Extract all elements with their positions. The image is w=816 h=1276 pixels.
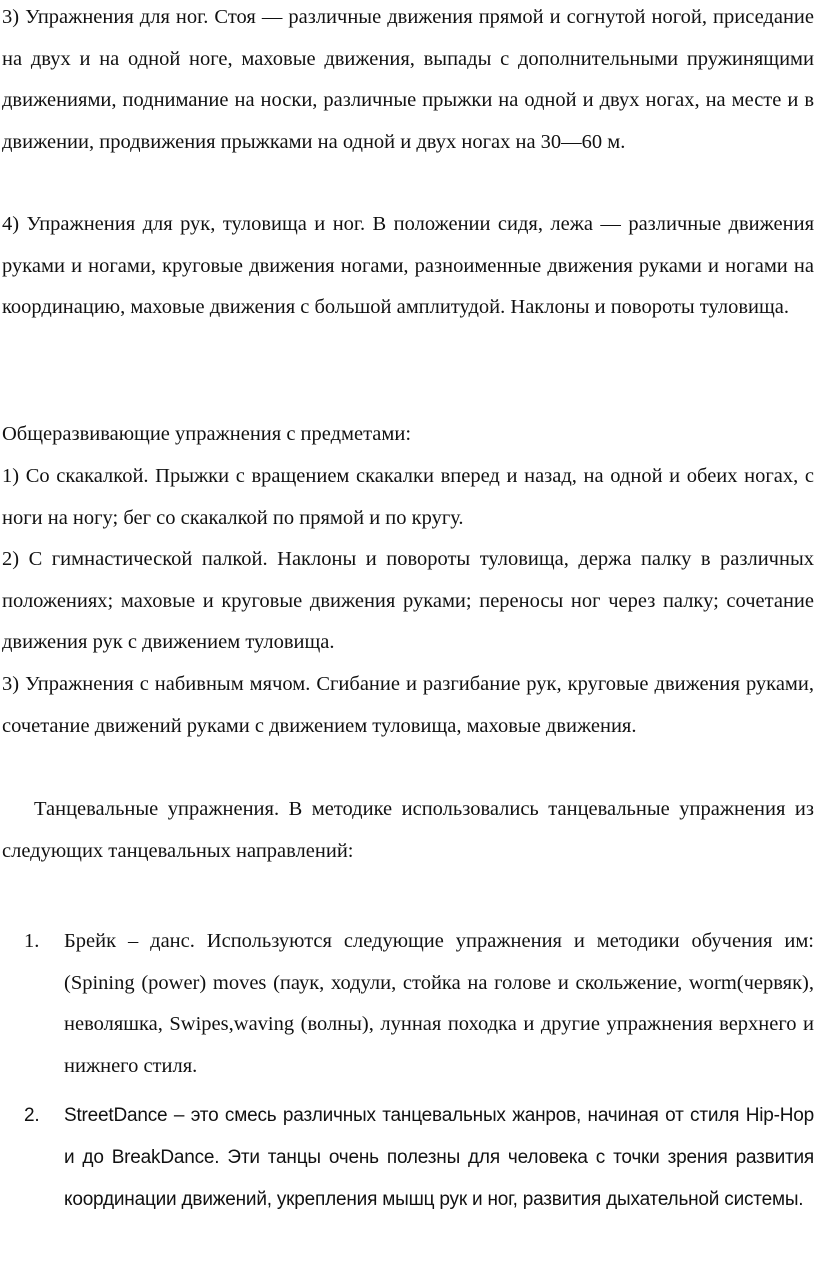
list-item-text: Брейк – данс. Используются следующие упражнения и методики обучения им: (Spining (power) moves (паук, ходули, стойка на голове и скольжение, worm(червяк), неволяшка, Swipes,waving (волны), лунная походка и другие упражнения верхнего и нижнего стиля. xyxy=(64,930,814,1077)
paragraph-jump-rope: 1) Со скакалкой. Прыжки с вращением скакалки вперед и назад, на одной и обеих ногах, с ноги на ногу; бег со скакалкой по прямой и по кругу. xyxy=(2,465,814,529)
paragraph-medicine-ball: 3) Упражнения с набивным мячом. Сгибание и разгибание рук, круговые движения руками, сочетание движений руками с движением туловища, маховые движения. xyxy=(2,673,814,737)
paragraph-objects-heading: Общеразвивающие упражнения с предметами: xyxy=(2,423,412,445)
paragraph-dance-exercises: Танцевальные упражнения. В методике использовались танцевальные упражнения из следующих танцевальных направлений: xyxy=(2,798,814,862)
list-item-text: StreetDance – это смесь различных танцевальных жанров, начиная от стиля Hip-Hop и до BreakDance. Эти танцы очень полезны для человека с точки зрения развития координации движений, укрепления мышц рук и ног, развития дыхательной системы. xyxy=(64,1105,814,1210)
paragraph-arm-torso-leg-exercises: 4) Упражнения для рук, туловища и ног. В положении сидя, лежа — различные движения руками и ногами, круговые движения ногами, разноименные движения руками и ногами на координацию, маховые движения с большой амплитудой. Наклоны и повороты туловища. xyxy=(2,213,814,318)
list-item-number: 2. xyxy=(24,1105,40,1126)
paragraph-leg-exercises: 3) Упражнения для ног. Стоя — различные движения прямой и согнутой ногой, приседание на двух и на одной ноге, маховые движения, выпады с дополнительными пружинящими движениями, поднимание на носки, различные прыжки на одной и двух ногах, на месте и в движении, продвижения прыжками на одной и двух ногах на 30—60 м. xyxy=(2,6,814,153)
paragraph-gym-stick: 2) С гимнастической палкой. Наклоны и повороты туловища, держа палку в различных положениях; маховые и круговые движения руками; переносы ног через палку; сочетание движения рук с движением туловища. xyxy=(2,548,814,653)
list-item-number: 1. xyxy=(24,930,40,952)
